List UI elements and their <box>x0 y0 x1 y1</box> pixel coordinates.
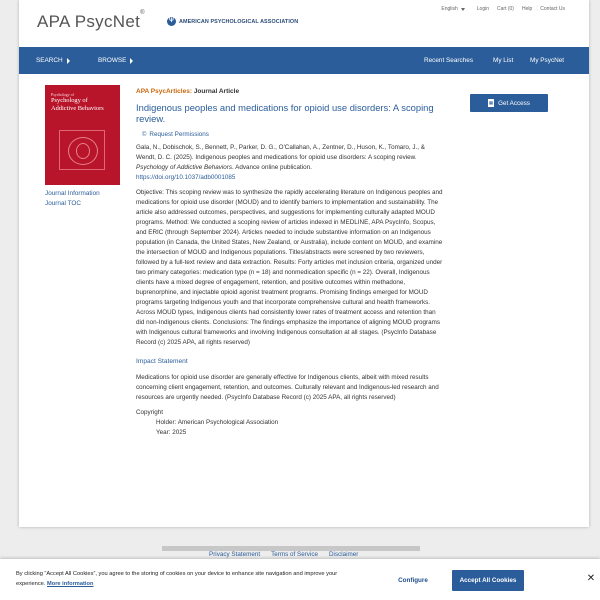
nav-recent-searches[interactable]: Recent Searches <box>424 57 474 64</box>
cookie-banner <box>0 559 600 600</box>
utility-nav <box>441 6 565 12</box>
chevron-right-icon <box>67 58 70 64</box>
page-container <box>19 0 589 527</box>
chevron-right-icon <box>130 58 133 64</box>
logo-mark: ® <box>140 10 145 16</box>
close-icon[interactable]: ✕ <box>586 573 596 584</box>
journal-links <box>45 189 100 209</box>
request-permissions-link[interactable] <box>142 130 445 140</box>
footer-links <box>209 551 358 558</box>
apa-org-logo[interactable] <box>167 17 298 26</box>
citation <box>136 143 445 183</box>
record-type <box>136 87 445 97</box>
journal-cover[interactable] <box>45 85 120 185</box>
impact-statement-heading[interactable]: Impact Statement <box>136 358 188 365</box>
cover-title: Psychology of Addictive Behaviors <box>51 97 104 112</box>
psi-icon: Ψ <box>167 17 176 26</box>
nav-my-psycnet[interactable]: My PsycNet <box>530 57 565 64</box>
cookie-text: By clicking “Accept All Cookies”, you agree to the storing of cookies on your device to enhance site navigation and improve your experience. <box>16 571 338 587</box>
copyright-icon: © <box>142 132 147 138</box>
copyright-year: Year: 2025 <box>156 429 187 436</box>
abstract: Objective: This scoping review was to synthesize the rapidly accelerating literature on Indigenous peoples and medications for opioid use disorder (MOUD) and to identify barriers to implementation and sustainability. The article also addressed outcomes, perspectives, and suggestions for implementing culturally adapted MOUD programs. Method: We conducted a scoping review of articles indexed in MEDLINE, APA PsycInfo, Scopus, and ERIC (through September 2024). Articles needed to include substantive information on an Indigenous population (in Canada, the United States, New Zealand, or Australia), include content on MOUD, and examine the intersection of MOUD and Indigenous populations. Titles/abstracts were screened by two reviewers, followed by a full-text review and data extraction. Results: Forty articles met inclusion criteria, organized under two primary categories: medication type (n = 18) and nonmedication specific (n = 22). Overall, Indigenous clients have a mixed degree of engagement, retention, and positive outcomes within methadone, buprenorphine, and injectable opioid agonist treatment programs. Promising findings emerged for MOUD programs targeting Indigenous youth and that incorporate comprehensive cultural and health frameworks. Across MOUD types, Indigenous clients had consistently lower rates of treatment access and retention than did non-Indigenous clients. Conclusions: The findings emphasize the importance of aligning MOUD programs with Indigenous cultural frameworks and involving Indigenous consultation at all stages. (PsycInfo Database Record (c) 2025 APA, all rights reserved) <box>136 189 443 346</box>
document-type: Journal Article <box>193 88 240 95</box>
citation-text: Gala, N., Dobischok, S., Bennett, P., Parker, D. G., O'Callahan, A., Zentner, D., Huson, K., Tomaro, J., & Wendt, D. C. (2025). Indigenous peoples and medications for opioid use disorders: A scoping review. <box>136 144 426 161</box>
contact-link[interactable]: Contact Us <box>540 6 565 12</box>
nav-search[interactable] <box>36 47 70 74</box>
cookie-message <box>16 570 361 589</box>
more-information-link[interactable]: More information <box>47 580 94 587</box>
get-access-button[interactable] <box>470 94 548 112</box>
get-access-label: Get Access <box>498 99 530 107</box>
site-header <box>19 0 589 47</box>
nav-browse[interactable] <box>98 47 133 74</box>
language-label: English <box>441 6 458 12</box>
language-select[interactable] <box>441 6 464 12</box>
accept-all-cookies-button[interactable]: Accept All Cookies <box>452 570 524 591</box>
nav-search-label: SEARCH <box>36 57 63 64</box>
cart-link[interactable]: Cart (0) <box>497 6 514 12</box>
privacy-link[interactable]: Privacy Statement <box>209 551 261 558</box>
impact-statement: Medications for opioid use disorder are generally effective for Indigenous clients, albeit with mixed results concerning client engagement, retention, and outcomes. Culturally relevant and Indigenous-led research and resources are urgently needed. (PsycInfo Database Record (c) 2025 APA, all rights reserved) <box>136 374 439 401</box>
citation-journal: Psychology of Addictive Behaviors <box>136 164 233 171</box>
org-name: AMERICAN PSYCHOLOGICAL ASSOCIATION <box>179 18 299 25</box>
article-record <box>136 87 445 438</box>
login-link[interactable]: Login <box>476 6 490 12</box>
database-name: APA PsycArticles: <box>136 88 192 95</box>
disclaimer-link[interactable]: Disclaimer <box>329 551 359 558</box>
terms-link[interactable]: Terms of Service <box>271 551 318 558</box>
configure-button[interactable]: Configure <box>398 577 428 584</box>
nav-browse-label: BROWSE <box>98 57 127 64</box>
chevron-down-icon <box>461 8 465 11</box>
help-link[interactable]: Help <box>521 6 533 12</box>
cover-small-text: Psychology of <box>51 92 74 97</box>
doi-link[interactable]: https://doi.org/10.1037/adb0001085 <box>136 174 236 181</box>
citation-tail: . Advance online publication. <box>232 164 312 171</box>
copyright-holder: Holder: American Psychological Association <box>156 419 279 426</box>
logo-text: APA PsycNet <box>37 12 141 31</box>
journal-information-link[interactable]: Journal Information <box>45 190 100 197</box>
journal-toc-link[interactable]: Journal TOC <box>45 200 81 207</box>
copyright-heading: Copyright <box>136 409 163 416</box>
cover-artwork <box>59 130 105 170</box>
main-nav <box>19 47 589 74</box>
apa-psycnet-logo[interactable] <box>37 12 145 32</box>
pdf-icon: ▤ <box>489 100 493 105</box>
article-title: Indigenous peoples and medications for opioid use disorders: A scoping review. <box>136 102 434 124</box>
nav-my-list[interactable]: My List <box>493 57 514 64</box>
permissions-label: Request Permissions <box>149 131 209 138</box>
